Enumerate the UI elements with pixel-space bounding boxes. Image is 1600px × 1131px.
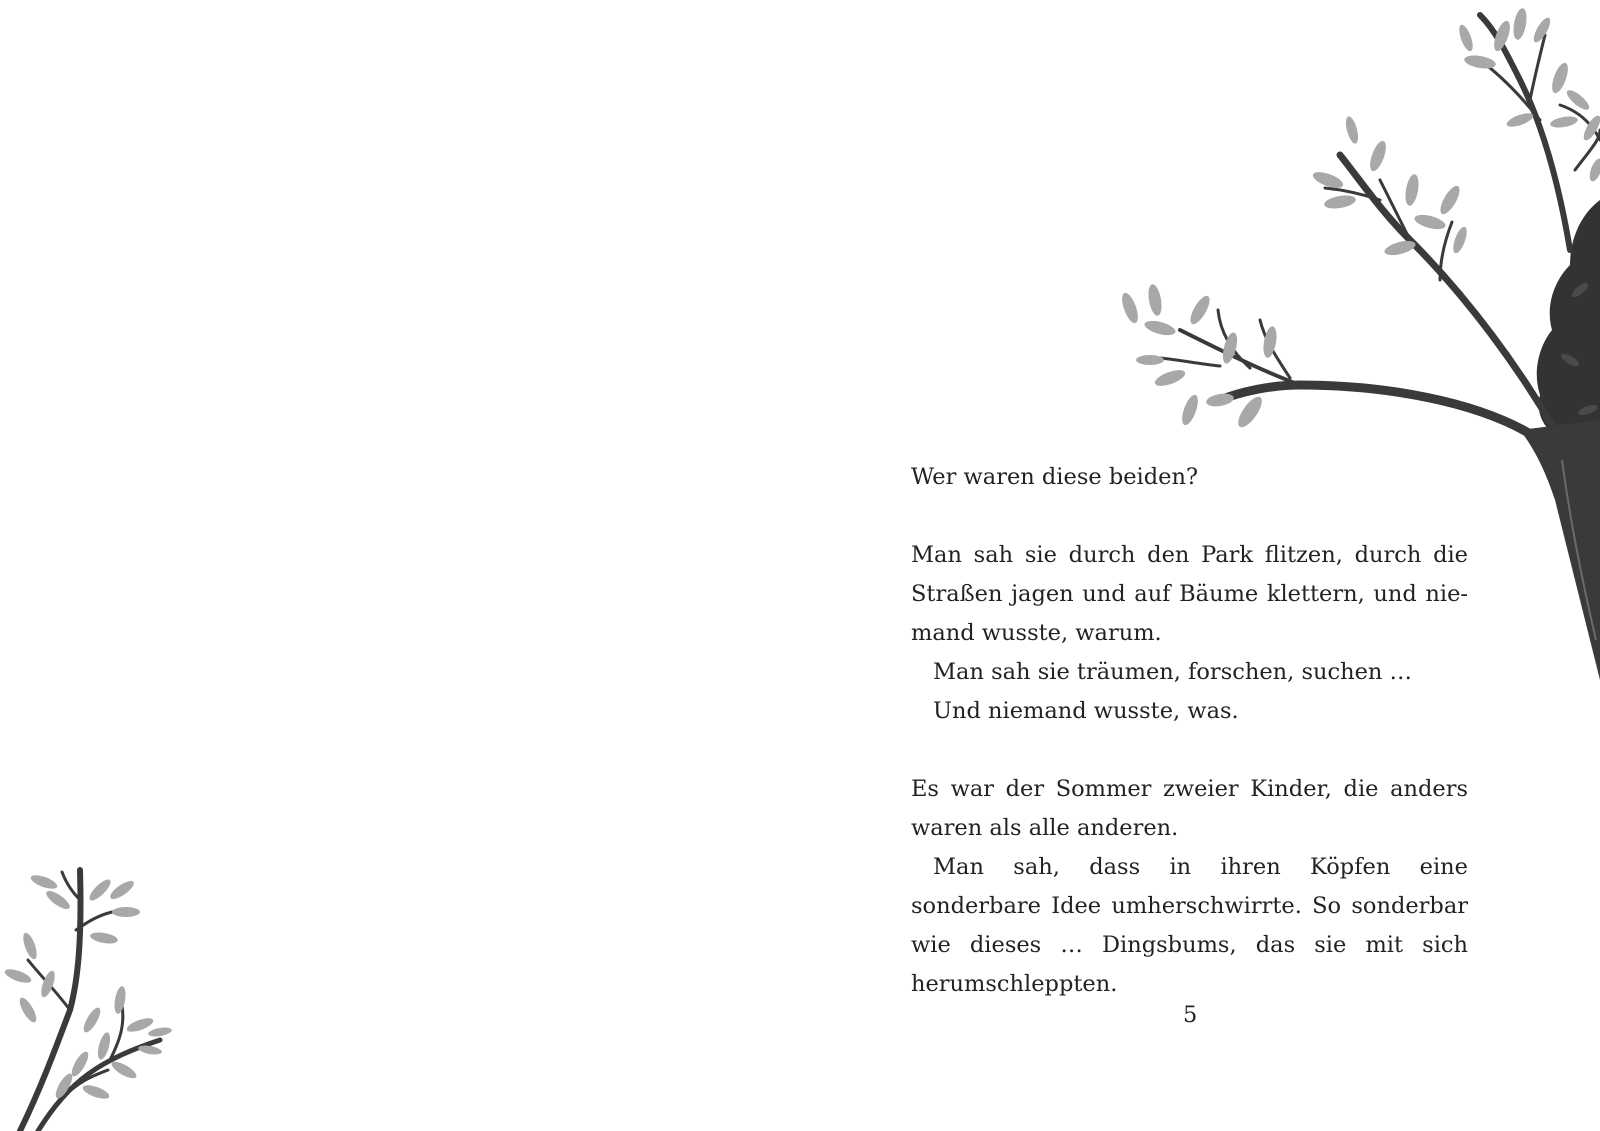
branch-with-leaves-icon	[0, 860, 180, 1131]
right-page	[800, 0, 1600, 1131]
paragraph-dreaming: Man sah sie träumen, forschen, suchen …	[933, 659, 1413, 685]
paragraph-summer: Es war der Sommer zweier Kinder, die anders waren als alle anderen.	[911, 776, 1468, 841]
paragraph-park: Man sah sie durch den Park flitzen, durch die Straßen jagen und auf Bäume klettern, und niemand wusste, warum.	[911, 542, 1468, 646]
paragraph-nobody-knew: Und niemand wusste, was.	[933, 698, 1239, 724]
page-number: 5	[1183, 1002, 1198, 1028]
paragraph-gap	[911, 731, 1468, 770]
tree-icon	[1100, 0, 1600, 680]
paragraph-question: Wer waren diese beiden?	[911, 464, 1199, 490]
paragraph-strange-idea: Man sah, dass in ihren Köpfen eine sonderbare Idee umherschwirrte. So sonderbar wie dieses … Dingsbums, das sie mit sich herumschleppten.	[911, 854, 1468, 997]
